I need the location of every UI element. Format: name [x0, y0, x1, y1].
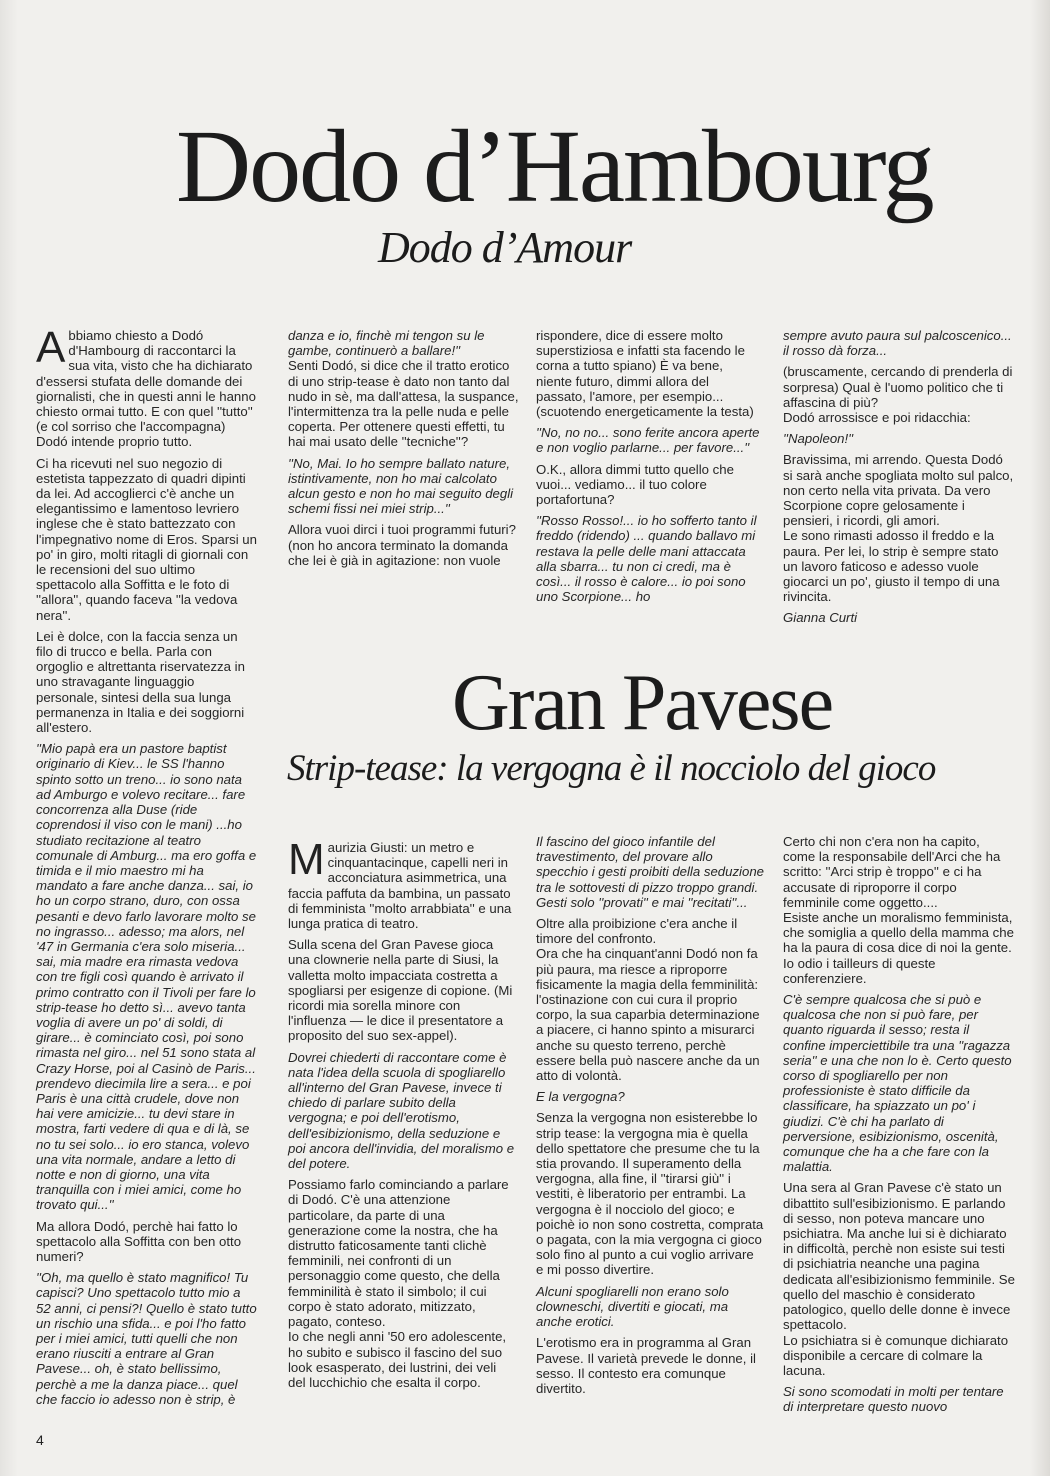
paragraph: Io che negli anni '50 ero adolescente, ho subito e subisco il fascino del suo look esasperato, dei lustrini, dei veli del lucchichio che esalta il corpo. [288, 1329, 507, 1390]
paragraph: Possiamo farlo cominciando a parlare di Dodó. C'è una attenzione particolare, da parte di una generazione come la nostra, che ha distrutto faticosamente tanti clichè femminili, nei confronti di un personaggio come questo, che della femminilità è stato il simbolo; il cui corpo è stato adorato, mitizzato, pagato, conteso. [288, 1177, 509, 1330]
article1-title: Dodo d’Hambourg [176, 109, 933, 224]
paragraph: Sulla scena del Gran Pavese gioca una clownerie nella parte di Siusi, la valletta molto impacciata costretta a spogliarsi per esigenze di copione. (Mi ricordi mia sorella minore con l'influenza — le dice il presentatore a proposito del suo sex-appel). [288, 937, 513, 1044]
article1-dropcap: A [36, 323, 66, 372]
paragraph: Oltre alla proibizione c'era anche il timore del confronto. [536, 916, 738, 947]
article2-subtitle: Strip-tease: la vergogna è il nocciolo del gioco [287, 748, 936, 789]
paragraph: bbiamo chiesto a Dodó d'Hambourg di raccontarci la sua vita, visto che ha dichiarato d'essersi stufata delle domande dei giornalisti, che in questi anni le hanno chiesto ormai tutto. E con quel ''tutto'' (e col sorriso che l'accompagna) Dodó intende proprio tutto. [36, 328, 256, 450]
article1-subtitle: Dodo d’Amour [378, 223, 632, 272]
paragraph: Dovrei chiederti di raccontare come è nata l'idea della scuola di spogliarello all'interno del Gran Pavese, invece ti chiedo di parlare subito della vergogna; e poi dell'erotismo, dell'esibizionismo, della seduzione e poi ancora dell'invidia, del moralismo e del potere. [288, 1049, 515, 1172]
paragraph: aurizia Giusti: un metro e cinquantacinque, capelli neri in acconciatura asimmetrica, una faccia paffuta da bambina, un passato di femminista ''molto arrabbiata'' e una lunga pratica di teatro. [288, 840, 512, 932]
paragraph: Lei è dolce, con la faccia senza un filo di trucco e bella. Parla con orgoglio e altrettanta riservatezza in uno stravagante linguaggio personale, sintesi della sua lunga permanenza in Italia e dei soggiorni all'estero. [36, 628, 245, 736]
article1-col3 [536, 328, 762, 610]
article2-col2-body [288, 835, 516, 1390]
paragraph: Gianna Curti [783, 610, 858, 626]
paragraph: Alcuni spogliarelli non erano solo clowneschi, divertiti e giocati, ma anche erotici. [536, 1283, 729, 1330]
article2-col3 [536, 834, 764, 1402]
paragraph: E la vergogna? [536, 1089, 625, 1105]
paragraph: (bruscamente, cercando di prenderla di sorpresa) Qual è l'uomo politico che ti affascina di più? [783, 364, 1013, 410]
paragraph: Il fascino del gioco infantile del travestimento, del provare allo specchio i gesti proibiti della seduzione tra le sottovesti di pizzo troppo grandi. Gesti solo ''provati'' e mai ''recitati''... [536, 834, 764, 910]
paragraph: Una sera al Gran Pavese c'è stato un dibattito sull'esibizionismo. E parlando di sesso, non poteva mancare uno psichiatra. Ma anche lui si è dichiarato in difficoltà, perchè non esiste sui testi di psichiatria neanche una pagina dedicata all'esibizionismo femminile. Se quello del maschio è considerato patologico, quello delle donne è invece spettacolo. [783, 1180, 1015, 1333]
paragraph: ''No, Mai. Io ho sempre ballato nature, istintivamente, non ho mai calcolato alcun gesto e non ho mai seguito degli schemi fissi nei miei strip...'' [288, 455, 514, 517]
article1-col1-body [36, 323, 258, 1407]
article2-title: Gran Pavese [452, 659, 833, 747]
paragraph: Bravissima, mi arrendo. Questa Dodó si sarà anche spogliata molto sul palco, non certo nella vita privata. Da vero Scorpione copre gelosamente i pensieri, i ricordi, gli amori. [783, 452, 1014, 529]
article1-col2 [288, 328, 520, 574]
paragraph: Allora vuoi dirci i tuoi programmi futuri? [288, 522, 516, 538]
paragraph: Si sono scomodati in molti per tentare di interpretare questo nuovo [783, 1384, 1004, 1415]
paragraph: danza e io, finchè mi tengon su le gambe, continuerò a ballare!'' [288, 328, 485, 359]
paragraph: O.K., allora dimmi tutto quello che vuoi... vediamo... il tuo colore portafortuna? [536, 461, 734, 508]
paragraph: ''No, no no... sono ferite ancora aperte e non voglio parlarne... per favore...'' [536, 425, 760, 456]
paragraph: Le sono rimasti adosso il freddo e la paura. Per lei, lo strip è sempre stato un lavoro faticoso e adesso vuole giocarci un po', giusto il tempo di una rivincita. [783, 528, 1000, 605]
paragraph: Esiste anche un moralismo femminista, che somiglia a quello della mamma che ha la paura di cosa dice di noi la gente. Io odio i tailleurs di queste conferenziere. [783, 910, 1014, 986]
paragraph: Ora che ha cinquant'anni Dodó non fa più paura, ma riesce a riproporre fisicamente la magia della femminilità: l'ostinazione con cui cura il proprio corpo, la sua caparbia determinazione a piacere, ci hanno spinto a misurarci anche su questo terreno, perchè essere bella può nascere anche da un atto di volontà. [536, 946, 760, 1084]
paragraph: ''Napoleon!'' [783, 431, 854, 447]
article1-col1 [36, 323, 258, 1413]
article2-dropcap: M [288, 835, 325, 884]
paragraph: (non ho ancora terminato la domanda che lei è già in agitazione: non vuole [288, 537, 508, 568]
paragraph: Senti Dodó, si dice che il tratto erotico di uno strip-tease è dato non tanto dal nudo in sè, ma dall'attesa, la suspance, l'intermittenza tra la pelle nuda e pelle coperta. Per ottenere questi effetti, tu hai mai usato delle ''tecniche''? [288, 358, 519, 450]
page-number: 4 [36, 1432, 44, 1448]
paragraph: Ci ha ricevuti nel suo negozio di estetista tappezzato di quadri dipinti da lei. Ad accoglierci c'è anche un elegantissimo e lamentoso levriero inglese che è stato battezzato con l'impegnativo nome di Eros. Sparsi un po' in giro, molti ritagli di giornali con le recensioni del suo ultimo spettacolo alla Soffitta e le foto di ''allora'', quando faceva ''la vedova nera''. [36, 455, 257, 623]
paragraph: ''Oh, ma quello è stato magnifico! Tu capisci? Uno spettacolo tutto mio a 52 anni, ci pensi?! Quello è stato tutto un rischio una sfida... e poi l'ho fatto per i miei amici, tutti quelli che non erano riusciti a entrare al Gran Pavese... oh, è stato bellissimo, perchè a me la danza piace... quel che faccio io adesso non è strip, è [36, 1270, 257, 1407]
paragraph: rispondere, dice di essere molto superstiziosa e infatti sta facendo le corna a tutto spiano) È va bene, niente futuro, dimmi allora del passato, l'amore, per esempio... (scuotendo energeticamente la testa) [536, 328, 754, 420]
paragraph: Dodó arrossisce e poi ridacchia: [783, 410, 971, 426]
paragraph: C'è sempre qualcosa che si può e qualcosa che non si può fare, per quanto riguarda il sesso; resta il confine imperciettibile tra una ''ragazza seria'' e una che non lo è. Certo questo corso di spogliarello per non professioniste è stato difficile da classificare, ha spiazzato un po' i giudizi. C'è chi ha parlato di perversione, esibizionismo, oscenità, comunque che ha a che fare con la malattia. [783, 992, 1012, 1175]
article2-col2 [288, 835, 516, 1396]
article2-col4 [783, 834, 1015, 1421]
paragraph: ''Mio papà era un pastore baptist originario di Kiev... le SS l'hanno spinto sotto un treno... io sono nata ad Amburgo e volevo recitare... fare concorrenza alla Duse (ride coprendosi il viso con le mani) ...ho studiato recitazione al teatro comunale di Amburg... ma ero goffa e timida e il mio maestro mi ha mandato a fare anche danza... sai, io ho un corpo strano, duro, con ossa pesanti e devo farlo lavorare molto se no ingrasso... adesso; ma alors, nel '47 in Germania c'era solo miseria... sai, mia madre era rimasta vedova con tre figli così quando è arrivato il primo contratto con il Tivoli per fare lo strip-tease ho detto sì... avevo tanta voglia di avere un po' di soldi, di girare... è cominciato così, poi sono rimasta nel giro... nel 51 sono stata al Crazy Horse, poi al Casinò de Paris... prendevo diecimila lire a sera... e poi Paris è una città crudele, dove non hai vere amicizie... tu devi stare in mostra, farti vedere di qua e di là, se no tu sei solo... io ero stanca, volevo una vita normale, andare a letto di notte e non di giorno, una vita tranquilla con i miei amici, come ho trovato qui...'' [36, 741, 257, 1213]
paragraph: Lo psichiatra si è comunque dichiarato disponibile a cercare di colmare la lacuna. [783, 1332, 1009, 1378]
paragraph: L'erotismo era in programma al Gran Pavese. Il varietà prevede le donne, il sesso. Il contesto era comunque divertito. [536, 1335, 756, 1396]
paragraph: Senza la vergogna non esisterebbe lo strip tease: la vergogna mia è quella dello spettatore che presume che tu la stia provando. Il superamento della vergogna, alla fine, il ''tirarsi giù'' i vestiti, è liberatorio per entrambi. La vergogna è il nocciolo del gioco; e poichè io non sono costretta, comprata o pagata, con la mia vergogna ci gioco solo fino al punto a cui voglio arrivare e mi posso divertire. [536, 1110, 764, 1278]
paragraph: ''Rosso Rosso!... io ho sofferto tanto il freddo (ridendo) ... quando ballavo mi restava la pelle delle mani attaccata alla sbarra... tu non ci credi, ma è così... il rosso è calore... io poi sono uno Scorpione... ho [536, 513, 757, 605]
paragraph: Ma allora Dodó, perchè hai fatto lo spettacolo alla Soffitta con ben otto numeri? [36, 1218, 242, 1264]
paragraph: sempre avuto paura sul palcoscenico... il rosso dà forza... [783, 328, 1012, 359]
article1-col4 [783, 328, 1015, 632]
paragraph: Certo chi non c'era non ha capito, come la responsabile dell'Arci che ha scritto: ''Arci strip è troppo'' e ci ha accusate di riproporre il corpo femminile come oggetto.... [783, 834, 1001, 910]
